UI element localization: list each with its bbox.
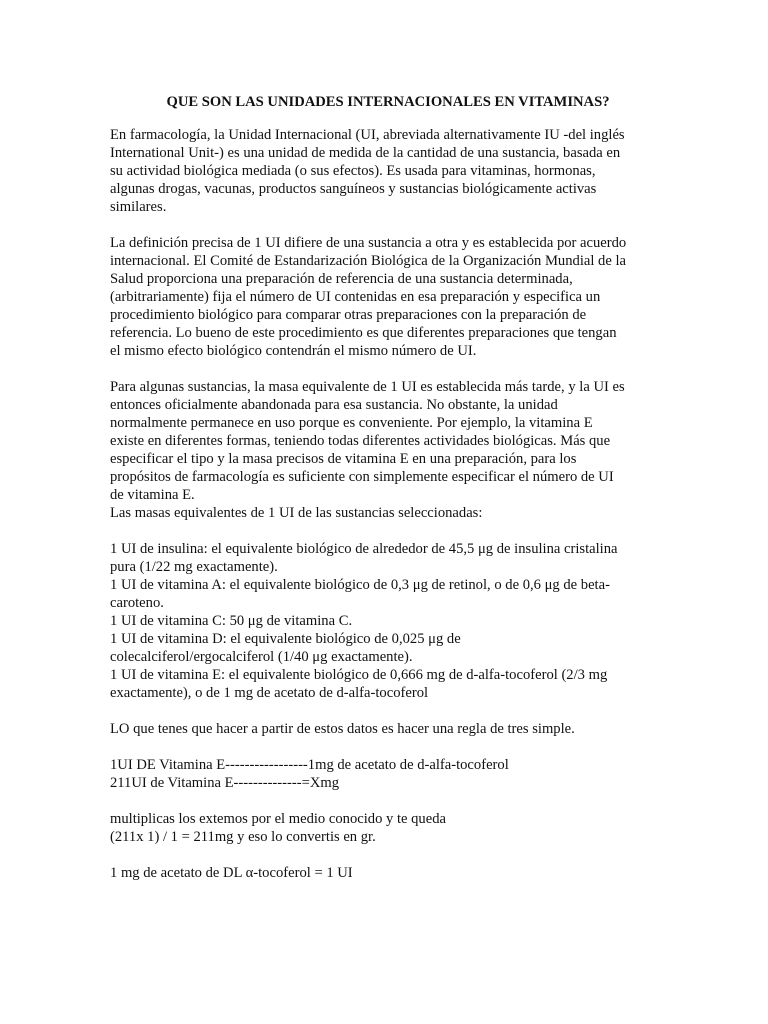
text-line: La definición precisa de 1 UI difiere de una sustancia a otra y es establecida por acuerdo: [110, 235, 627, 251]
list-item-line: 1 UI de insulina: el equivalente biológico de alrededor de 45,5 μg de insulina cristalina: [110, 541, 618, 557]
text-line: el mismo efecto biológico contendrán el mismo número de UI.: [110, 343, 477, 359]
text-line: En farmacología, la Unidad Internacional (UI, abreviada alternativamente IU -del inglés: [110, 127, 625, 143]
paragraph-conclusion: [110, 864, 670, 882]
text-line: entonces oficialmente abandonada para esa sustancia. No obstante, la unidad: [110, 397, 558, 413]
text-line: Para algunas sustancias, la masa equivalente de 1 UI es establecida más tarde, y la UI es: [110, 379, 625, 395]
paragraph-rule-of-three: [110, 756, 670, 792]
text-line: multiplicas los extemos por el medio conocido y te queda: [110, 811, 446, 827]
list-item-line: 1 UI de vitamina A: el equivalente biológico de 0,3 μg de retinol, o de 0,6 μg de beta-: [110, 577, 610, 593]
paragraph-calculation: [110, 810, 670, 846]
list-item-line: colecalciferol/ergocalciferol (1/40 μg exactamente).: [110, 649, 413, 665]
paragraph-definition: [110, 126, 670, 216]
equation-line: 1 mg de acetato de DL α-tocoferol = 1 UI: [110, 865, 353, 881]
text-line: Salud proporciona una preparación de referencia de una sustancia determinada,: [110, 271, 573, 287]
equation-line: (211x 1) / 1 = 211mg y eso lo convertis en gr.: [110, 829, 376, 845]
text-line: referencia. Lo bueno de este procedimiento es que diferentes preparaciones que tengan: [110, 325, 617, 341]
text-line: Las masas equivalentes de 1 UI de las sustancias seleccionadas:: [110, 505, 483, 521]
list-item-line: 1 UI de vitamina E: el equivalente biológico de 0,666 mg de d-alfa-tocoferol (2/3 mg: [110, 667, 608, 683]
paragraph-equivalences-list: [110, 540, 670, 702]
text-line: especificar el tipo y la masa precisos de vitamina E en una preparación, para los: [110, 451, 577, 467]
text-line: existe en diferentes formas, teniendo todas diferentes actividades biológicas. Más que: [110, 433, 611, 449]
text-line: propósitos de farmacología es suficiente con simplemente especificar el número de UI: [110, 469, 614, 485]
paragraph-precise-definition: [110, 234, 670, 360]
text-line: International Unit-) es una unidad de medida de la cantidad de una sustancia, basada en: [110, 145, 621, 161]
list-item-line: pura (1/22 mg exactamente).: [110, 559, 278, 575]
list-item-line: exactamente), o de 1 mg de acetato de d-alfa-tocoferol: [110, 685, 429, 701]
text-line: algunas drogas, vacunas, productos sanguíneos y sustancias biológicamente activas: [110, 181, 597, 197]
equation-line: 211UI de Vitamina E--------------=Xmg: [110, 775, 340, 791]
document-title: QUE SON LAS UNIDADES INTERNACIONALES EN VITAMINAS?: [166, 94, 610, 110]
document-body: [110, 93, 670, 882]
text-line: procedimiento biológico para comparar otras preparaciones con la preparación de: [110, 307, 587, 323]
text-line: similares.: [110, 199, 167, 215]
equation-line: 1UI DE Vitamina E-----------------1mg de acetato de d-alfa-tocoferol: [110, 757, 509, 773]
text-line: de vitamina E.: [110, 487, 195, 503]
text-line: su actividad biológica mediada (o sus efectos). Es usada para vitaminas, hormonas,: [110, 163, 596, 179]
text-line: (arbitrariamente) fija el número de UI contenidas en esa preparación y especifica un: [110, 289, 601, 305]
list-item-line: 1 UI de vitamina C: 50 μg de vitamina C.: [110, 613, 353, 629]
list-item-line: 1 UI de vitamina D: el equivalente biológico de 0,025 μg de: [110, 631, 461, 647]
paragraph-mass-equivalent: [110, 378, 670, 522]
paragraph-rule-of-three-intro: [110, 720, 670, 738]
text-line: LO que tenes que hacer a partir de estos datos es hacer una regla de tres simple.: [110, 721, 575, 737]
text-line: internacional. El Comité de Estandarización Biológica de la Organización Mundial de la: [110, 253, 627, 269]
text-line: normalmente permanece en uso porque es conveniente. Por ejemplo, la vitamina E: [110, 415, 593, 431]
list-item-line: caroteno.: [110, 595, 164, 611]
